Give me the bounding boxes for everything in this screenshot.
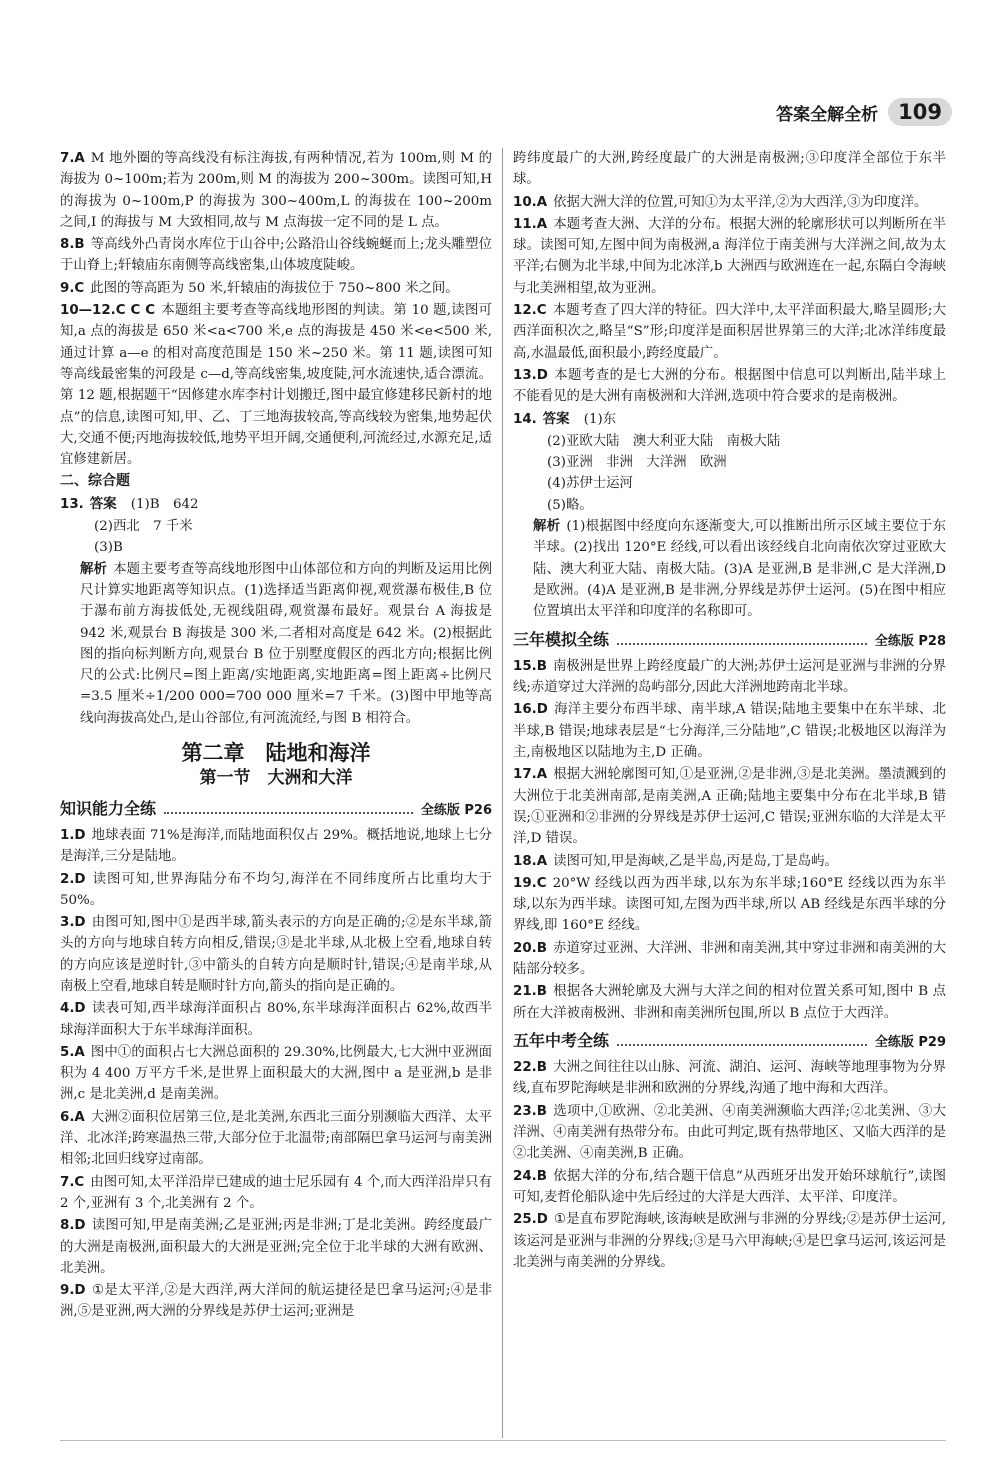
exercise-bar: 五年中考全练 全练版 P29 <box>513 1030 946 1050</box>
answer-item: 15.B 南极洲是世界上跨经度最广的大洲;苏伊士运河是亚洲与非洲的分界线;赤道穿过大洋洲的岛屿部分,因此大洋洲地跨南北半球。 <box>513 658 946 696</box>
answer-item: 2.D 读图可知,世界海陆分布不均匀,海洋在不同纬度所占比重均大于 50%。 <box>60 871 492 908</box>
answer-item: 6.A 大洲②面积位居第三位,是北美洲,东西北三面分别濒临大西洋、太平洋、北冰洋;跨寒温热三带,大部分位于北温带;南部隔巴拿马运河与南美洲相邻;北回归线穿过南部。 <box>60 1109 492 1168</box>
answer-item: 24.B 依据大洋的分布,结合题干信息“从西班牙出发开始环球航行”,读图可知,麦哲伦船队途中先后经过的大洋是大西洋、太平洋、印度洋。 <box>513 1168 946 1205</box>
q13-line: (3)B <box>94 540 123 556</box>
answer-item: 13.D 本题考查的是七大洲的分布。根据图中信息可以判断出,陆半球上不能看见的是大洲有南极洲和大洋洲,选项中符合要求的是南极洲。 <box>513 367 946 405</box>
answer-item: 3.D 由图可知,图中①是西半球,箭头表示的方向是正确的;②是东半球,箭头的方向与地球自转方向相反,错误;③是北半球,从北极上空看,地球自转的方向应该是逆时针,③中箭头的自转方向是顺时针,错误;④是南半球,从南极上空看,地球自转是顺时针方向,箭头的指向是正确的。 <box>60 915 492 994</box>
answer-item: 12.C 本题考查了四大洋的特征。四大洋中,太平洋面积最大,略呈圆形;大西洋面积次之,略呈“S”形;印度洋是面积居世界第三的大洋;北冰洋纬度最高,水温最低,面积最小,跨经度最广。 <box>513 303 946 361</box>
answer-item: 5.A 图中①的面积占七大洲总面积的 29.30%,比例最大,七大洲中亚洲面积为 4 400 万平方千米,是世界上面积最大的大洲,图中 a 是亚洲,b 是非洲,c 是北美洲,d 是南美洲。 <box>60 1044 492 1103</box>
answer-item: 19.C 20°W 经线以西为西半球,以东为东半球;160°E 经线以西为东半球,以东为西半球。读图可知,左图为西半球,所以 AB 经线是东西半球的分界线,即 160°E 经线。 <box>513 875 946 934</box>
answer-item: 9.C 此图的等高距为 50 米,轩辕庙的海拔位于 750~800 米之间。 <box>60 280 459 296</box>
right-column <box>513 148 946 1274</box>
answer-item: 20.B 赤道穿过亚洲、大洋洲、非洲和南美洲,其中穿过非洲和南美洲的大陆部分较多。 <box>513 940 946 977</box>
answer-item: 22.B 大洲之间往往以山脉、河流、湖泊、运河、海峡等地理事物为分界线,直布罗陀海峡是非洲和欧洲的分界线,沟通了地中海和大西洋。 <box>513 1060 946 1097</box>
answer-item: 11.A 本题考查大洲、大洋的分布。根据大洲的轮廓形状可以判断所在半球。读图可知,左图中间为南极洲,a 海洋位于南美洲与大洋洲之间,故为太平洋;右侧为北半球,中间为北冰洋,b 大洲西与欧洲连在一起,东隔白令海峡与北美洲相望,故为亚洲。 <box>513 216 946 296</box>
answer-item: 10.A 依据大洲大洋的位置,可知①为太平洋,②为大西洋,③为印度洋。 <box>513 194 928 210</box>
q14-line: (4)苏伊士运河 <box>547 476 633 492</box>
answer-item: 10—12.C C C 本题组主要考查等高线地形图的判读。第 10 题,读图可知,a 点的海拔是 650 米<a<700 米,e 点的海拔是 450 米<e<500 米,通过计算 a—e 的相对高度范围是 150 米~250 米。第 11 题,读图可知等高线最密集的河段是 c—d,等高线密集,坡度陡,河水流速快,适合漂流。第 12 题,根据题干“因修建水库李村计划搬迁,图中最宜修建移民新村的地点”的信息,读图可知,甲、乙、丁三地海拔较高,等高线较为密集,地势起伏大,交通不便;丙地海拔较低,地势平坦开阔,交通便利,河流经过,水源充足,适宜修建新居。 <box>60 303 492 468</box>
section-title: 第一节 大洲和大洋 <box>199 768 353 789</box>
left-column <box>60 148 492 1324</box>
answer-item: 18.A 读图可知,甲是海峡,乙是半岛,丙是岛,丁是岛屿。 <box>513 853 838 869</box>
q14-line: (5)略。 <box>547 497 593 513</box>
answer-item: 4.D 读表可知,西半球海洋面积占 80%,东半球海洋面积占 62%,故西半球海洋面积大于东半球海洋面积。 <box>60 1001 492 1038</box>
exercise-bar: 三年模拟全练 全练版 P28 <box>513 629 946 649</box>
q14-answer: 14. 答案 (1)东 <box>513 411 617 427</box>
q14-analysis: 解析 (1)根据图中经度向东逐渐变大,可以推断出所示区域主要位于东半球。(2)找出 120°E 经线,可以看出该经线自北向南依次穿过亚欧大陆、澳大利亚大陆、南极大陆。(3)A 是亚洲,B 是非洲,C 是大洋洲,D 是欧洲。(4)A 是亚洲,B 是非洲,分界线是苏伊士运河。(5)在图中相应位置填出太平洋和印度洋的名称即可。 <box>533 519 946 620</box>
q13-analysis: 解析 本题主要考查等高线地形图中山体部位和方向的判断及运用比例尺计算实地距离等知识点。(1)选择适当距离仰视,观赏瀑布极佳,B 位于瀑布前方海拔低处,无视线阻碍,观赏瀑布最好。观景台 A 海拔是 942 米,观景台 B 海拔是 300 米,二者相对高度是 642 米。(2)根据此图的指向标判断方向,观景台 B 位于别墅度假区的西北方向;根据比例尺的公式:比例尺=图上距离/实地距离,实地距离=图上距离÷比例尺=3.5 厘米÷1/200 000=700 000 厘米=7 千米。(3)图中甲地等高线向海拔高处凸,是山谷部位,有河流流经,与图 B 相符合。 <box>80 561 492 726</box>
answer-item: 25.D ①是直布罗陀海峡,该海峡是欧洲与非洲的分界线;②是苏伊士运河,该运河是亚洲与非洲的分界线;③是马六甲海峡;④是巴拿马运河,该运河是北美洲与南美洲的分界线。 <box>513 1212 946 1270</box>
answer-item: 8.B 等高线外凸青岗水库位于山谷中;公路沿山谷线蜿蜒而上;龙头雕塑位于山脊上;轩辕庙东南侧等高线密集,山体坡度陡峻。 <box>60 237 492 274</box>
chapter-title: 第二章 陆地和海洋 <box>181 741 371 766</box>
q13-answer: 13. 答案 (1)B 642 <box>60 496 199 512</box>
answer-item: 16.D 海洋主要分布西半球、南半球,A 错误;陆地主要集中在东半球、北半球,B 错误;地球表层是“七分海洋,三分陆地”,C 错误;北极地区以海洋为主,南极地区以陆地为主,D 正确。 <box>513 702 946 761</box>
header-title: 答案全解全析 <box>776 104 879 125</box>
q14-line: (3)亚洲 非洲 大洋洲 欧洲 <box>547 455 727 471</box>
q13-line: (2)西北 7 千米 <box>94 519 193 535</box>
answer-item: 7.C 由图可知,太平洋沿岸已建成的迪士尼乐园有 4 个,而大西洋沿岸只有 2 个,亚洲有 3 个,北美洲有 2 个。 <box>60 1174 492 1211</box>
exercise-bar: 知识能力全练 全练版 P26 <box>60 798 492 818</box>
page-header <box>776 98 952 126</box>
answer-item: 23.B 选项中,①欧洲、②北美洲、④南美洲濒临大西洋;②北美洲、③大洋洲、④南美洲有热带分布。由此可判定,既有热带地区、又临大西洋的是②北美洲、④南美洲,B 正确。 <box>513 1103 946 1162</box>
answer-item: 7.A M 地外圈的等高线没有标注海拔,有两种情况,若为 100m,则 M 的海拔为 0~100m;若为 200m,则 M 的海拔为 200~300m。读图可知,H 的海拔为 0~100m,P 的海拔为 300~400m,L 的海拔在 100~200m 之间,I 的海拔与 M 大致相同,故与 M 点海拔一定不同的是 L 点。 <box>60 151 492 230</box>
answer-item: 1.D 地球表面 71%是海洋,而陆地面积仅占 29%。概括地说,地球上七分是海洋,三分是陆地。 <box>60 827 492 865</box>
answer-item: 21.B 根据各大洲轮廓及大洲与大洋之间的相对位置关系可知,图中 B 点所在大洋被南极洲、非洲和南美洲所包围,所以 B 点位于大西洋。 <box>513 984 946 1021</box>
answer-item: 8.D 读图可知,甲是南美洲;乙是亚洲;丙是非洲;丁是北美洲。跨经度最广的大洲是南极洲,面积最大的大洲是亚洲;完全位于北半球的大洲有欧洲、北美洲。 <box>60 1218 492 1276</box>
answer-item: 17.A 根据大洲轮廓图可知,①是亚洲,②是非洲,③是北美洲。墨渍溅到的大洲位于北美洲南部,是南美洲,A 正确;陆地主要集中分布在北半球,B 错误;①亚洲和②非洲的分界线是苏伊士运河,C 错误;亚洲东临的大洋是太平洋,D 错误。 <box>513 767 946 847</box>
column-divider <box>502 148 503 1438</box>
section-heading: 二、综合题 <box>60 473 130 490</box>
answer-item: 9.D ①是太平洋,②是大西洋,两大洋间的航运捷径是巴拿马运河;④是非洲,⑤是亚洲,两大洲的分界线是苏伊士运河;亚洲是 <box>60 1283 492 1320</box>
q14-line: (2)亚欧大陆 澳大利亚大陆 南极大陆 <box>547 433 781 449</box>
page-number: 109 <box>888 98 952 126</box>
footer-rule <box>60 1440 946 1441</box>
continued-text: 跨纬度最广的大洲,跨经度最广的大洲是南极洲;③印度洋全部位于东半球。 <box>513 151 946 188</box>
